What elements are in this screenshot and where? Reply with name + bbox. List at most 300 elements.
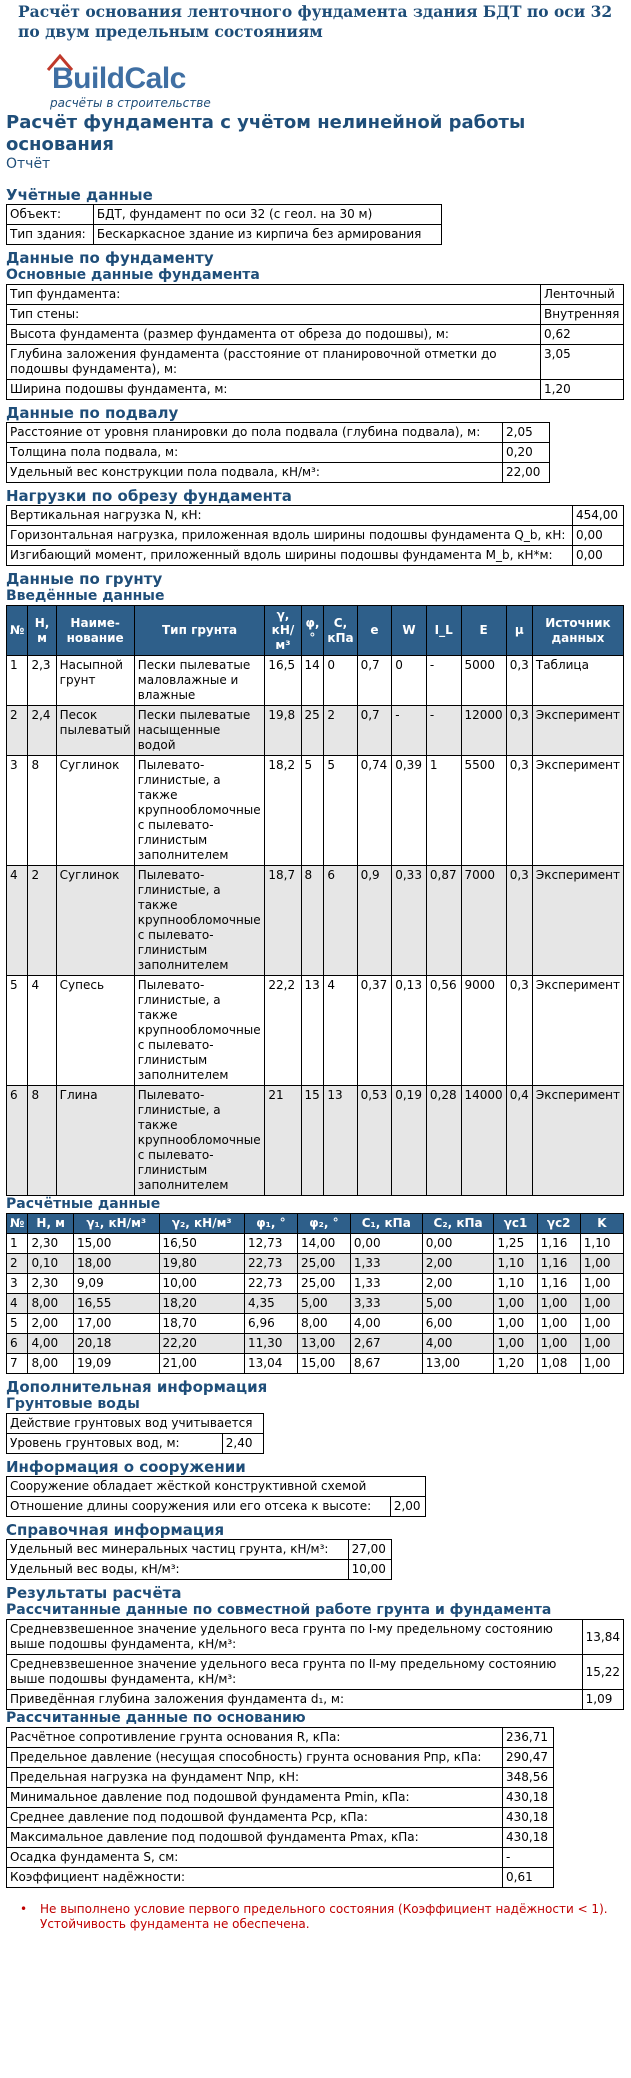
cell: 2,00 [422, 1254, 494, 1274]
col-header: γ₁, кН/м³ [73, 1214, 159, 1234]
cell: 11,30 [245, 1334, 298, 1354]
cell: 6,96 [245, 1314, 298, 1334]
col-header: e [357, 606, 392, 656]
cell: Супесь [56, 976, 134, 1086]
cell: 0,53 [357, 1086, 392, 1196]
cell: 1,00 [537, 1334, 580, 1354]
cell: 1,10 [494, 1254, 537, 1274]
cell: 22,73 [245, 1254, 298, 1274]
cell: 6 [7, 1334, 28, 1354]
cell: 0,00 [422, 1234, 494, 1254]
cell: 2,30 [28, 1274, 74, 1294]
cell: 12,73 [245, 1234, 298, 1254]
table-row [7, 1728, 554, 1748]
cell: Тип фундамента: [7, 285, 541, 305]
cell: 5 [7, 1314, 28, 1334]
cell: Внутренняя [541, 305, 624, 325]
cell: 5 [7, 976, 28, 1086]
cell: 6 [324, 866, 357, 976]
cell: Суглинок [56, 866, 134, 976]
cell: 13 [324, 1086, 357, 1196]
cell: 18,00 [73, 1254, 159, 1274]
table-row [7, 345, 624, 380]
cell: Уровень грунтовых вод, м: [7, 1434, 223, 1454]
table-row [7, 506, 624, 526]
table-row [7, 325, 624, 345]
cell: 19,09 [73, 1354, 159, 1374]
col-header: φ₂, ° [297, 1214, 350, 1234]
cell: 1,33 [350, 1254, 422, 1274]
groundwater-subheading: Грунтовые воды [6, 1396, 140, 1412]
cell: Эксперимент [532, 1086, 623, 1196]
cell: 19,8 [265, 706, 301, 756]
document-title: Расчёт основания ленточного фундамента здания БДТ по оси 32 по двум предельным состояниям [18, 2, 613, 41]
basement-table [6, 422, 550, 483]
cell: Суглинок [56, 756, 134, 866]
cell: 0,3 [506, 656, 532, 706]
cell: 10,00 [159, 1274, 245, 1294]
cell: Минимальное давление под подошвой фундамента Pmin, кПа: [7, 1788, 503, 1808]
cell: Глубина заложения фундамента (расстояние от планировочной отметки до подошвы фундамента), м: [7, 345, 541, 380]
logo-tagline: расчёты в строительстве [50, 96, 211, 110]
cell: 9,09 [73, 1274, 159, 1294]
table-row [7, 1788, 554, 1808]
cell: Изгибающий момент, приложенный вдоль ширины подошвы фундамента M_b, кН*м: [7, 546, 573, 566]
cell: 4,00 [28, 1334, 74, 1354]
cell: 1,00 [580, 1354, 623, 1374]
cell: 0,37 [357, 976, 392, 1086]
cell: 25,00 [297, 1274, 350, 1294]
basement-heading: Данные по подвалу [6, 404, 179, 422]
table-row [7, 1828, 554, 1848]
table-row [7, 1868, 554, 1888]
table-row [7, 1274, 624, 1294]
cell: Среднее давление под подошвой фундамента Pср, кПа: [7, 1808, 503, 1828]
logo-name: BuildCalc [52, 62, 186, 95]
table-row [7, 1254, 624, 1274]
cell: 430,18 [503, 1788, 554, 1808]
cell: 0,62 [541, 325, 624, 345]
col-header: W [392, 606, 427, 656]
cell: Сооружение обладает жёсткой конструктивной схемой [7, 1477, 426, 1497]
cell: 0,3 [506, 756, 532, 866]
cell: 0,10 [28, 1254, 74, 1274]
soil-heading: Данные по грунту [6, 570, 163, 588]
cell: 13,00 [297, 1334, 350, 1354]
cell: 5500 [461, 756, 506, 866]
cell: Высота фундамента (размер фундамента от обреза до подошвы), м: [7, 325, 541, 345]
cell: Пылевато-глинистые, а также крупнообломочные с пылевато-глинистым заполнителем [134, 866, 265, 976]
cell: Расстояние от уровня планировки до пола подвала (глубина подвала), м: [7, 423, 503, 443]
structure-table [6, 1476, 426, 1517]
main-title: Расчёт фундамента с учётом нелинейной работы основания [6, 112, 526, 155]
soil-input-subheading: Введённые данные [6, 588, 165, 604]
joint-table [6, 1619, 624, 1710]
col-header: C, кПа [324, 606, 357, 656]
cell: 14,00 [297, 1234, 350, 1254]
cell: 16,50 [159, 1234, 245, 1254]
cell: 1,00 [580, 1254, 623, 1274]
cell: 0,39 [392, 756, 427, 866]
col-header: Источник данных [532, 606, 623, 656]
cell: 1,08 [537, 1354, 580, 1374]
cell: 13,84 [582, 1620, 623, 1655]
cell: Коэффициент надёжности: [7, 1868, 503, 1888]
table-row [7, 1690, 624, 1710]
cell: 22,00 [503, 463, 550, 483]
cell: 1,00 [580, 1314, 623, 1334]
cell: 8 [28, 1086, 56, 1196]
cell: 4,35 [245, 1294, 298, 1314]
col-header: φ₁, ° [245, 1214, 298, 1234]
cell: 0,33 [392, 866, 427, 976]
groundwater-table [6, 1413, 264, 1454]
cell: 0,7 [357, 656, 392, 706]
col-header: Наиме-нование [56, 606, 134, 656]
cell: 0,61 [503, 1868, 554, 1888]
cell: 5 [301, 756, 324, 866]
cell: 8 [28, 756, 56, 866]
table-row [7, 423, 550, 443]
cell: 1 [7, 1234, 28, 1254]
cell: 3 [7, 1274, 28, 1294]
cell: 16,55 [73, 1294, 159, 1314]
col-header: K [580, 1214, 623, 1234]
cell: 2,00 [390, 1497, 425, 1517]
cell: 2 [28, 866, 56, 976]
cell: 1,10 [494, 1274, 537, 1294]
table-row [7, 1497, 426, 1517]
col-header: I_L [426, 606, 461, 656]
cell: 2,40 [222, 1434, 263, 1454]
cell: Расчётное сопротивление грунта основания R, кПа: [7, 1728, 503, 1748]
table-header-row [7, 606, 624, 656]
table-row [7, 976, 624, 1086]
cell: Максимальное давление под подошвой фундамента Pmax, кПа: [7, 1828, 503, 1848]
cell: Тип стены: [7, 305, 541, 325]
cell: Средневзвешенное значение удельного веса грунта по II-му предельному состоянию выше подошвы фундамента, кН/м³: [7, 1655, 583, 1690]
cell: 3,33 [350, 1294, 422, 1314]
table-row [7, 1620, 624, 1655]
structure-heading: Информация о сооружении [6, 1458, 246, 1476]
cell: Эксперимент [532, 706, 623, 756]
cell: 2,30 [28, 1234, 74, 1254]
cell: Пылевато-глинистые, а также крупнообломочные с пылевато-глинистым заполнителем [134, 756, 265, 866]
cell: 13,00 [422, 1354, 494, 1374]
col-header: φ, ° [301, 606, 324, 656]
table-row [7, 1768, 554, 1788]
table-row [7, 1314, 624, 1334]
cell: Действие грунтовых вод учитывается [7, 1414, 264, 1434]
cell: 8,00 [28, 1354, 74, 1374]
cell: 2 [7, 1254, 28, 1274]
col-header: γc2 [537, 1214, 580, 1234]
cell: 0,9 [357, 866, 392, 976]
cell: - [426, 706, 461, 756]
table-row [7, 463, 550, 483]
cell: Удельный вес минеральных частиц грунта, кН/м³: [7, 1540, 349, 1560]
cell: Ленточный [541, 285, 624, 305]
table-row [7, 285, 624, 305]
cell: 5,00 [422, 1294, 494, 1314]
reference-table [6, 1539, 392, 1580]
cell: 3 [7, 756, 28, 866]
cell: 1 [7, 656, 28, 706]
cell: 2,00 [28, 1314, 74, 1334]
table-row [7, 1294, 624, 1314]
cell: Пылевато-глинистые, а также крупнообломочные с пылевато-глинистым заполнителем [134, 1086, 265, 1196]
failure-note [20, 1902, 627, 1932]
cell: 25 [301, 706, 324, 756]
cell: 348,56 [503, 1768, 554, 1788]
cell: 15 [301, 1086, 324, 1196]
cell: 18,20 [159, 1294, 245, 1314]
cell: - [503, 1848, 554, 1868]
cell: 5 [324, 756, 357, 866]
loads-heading: Нагрузки по обрезу фундамента [6, 487, 292, 505]
cell: 0,3 [506, 976, 532, 1086]
cell: Предельная нагрузка на фундамент Nпр, кН: [7, 1768, 503, 1788]
cell: 430,18 [503, 1808, 554, 1828]
cell: Таблица [532, 656, 623, 706]
table-row [7, 225, 442, 245]
col-header: E [461, 606, 506, 656]
cell: Приведённая глубина заложения фундамента d₁, м: [7, 1690, 583, 1710]
cell: 22,2 [265, 976, 301, 1086]
cell: 1,00 [580, 1274, 623, 1294]
cell: Эксперимент [532, 976, 623, 1086]
calc-subheading: Расчётные данные [6, 1196, 161, 1212]
cell: Тип здания: [7, 225, 94, 245]
additional-heading: Дополнительная информация [6, 1378, 268, 1396]
cell: 1,00 [537, 1314, 580, 1334]
cell: Песок пылеватый [56, 706, 134, 756]
cell: 22,73 [245, 1274, 298, 1294]
cell: - [392, 706, 427, 756]
cell: 2,67 [350, 1334, 422, 1354]
foundation-table [6, 284, 624, 400]
cell: 10,00 [348, 1560, 391, 1580]
cell: Пески пылеватые насыщенные водой [134, 706, 265, 756]
cell: Пески пылеватые маловлажные и влажные [134, 656, 265, 706]
buildcalc-logo [44, 52, 627, 108]
cell: 1,00 [580, 1334, 623, 1354]
cell: - [426, 656, 461, 706]
note-text: Не выполнено условие первого предельного состояния (Коэффициент надёжности < 1). Устойчивость фундамента не обеспечена. [40, 1902, 608, 1931]
cell: Пылевато-глинистые, а также крупнообломочные с пылевато-глинистым заполнителем [134, 976, 265, 1086]
cell: 1,16 [537, 1274, 580, 1294]
cell: 1,25 [494, 1234, 537, 1254]
cell: 430,18 [503, 1828, 554, 1848]
cell: 22,20 [159, 1334, 245, 1354]
table-row [7, 866, 624, 976]
cell: 1,00 [537, 1294, 580, 1314]
table-row [7, 1477, 426, 1497]
cell: 1,20 [494, 1354, 537, 1374]
results-heading: Результаты расчёта [6, 1584, 182, 1602]
cell: 3,05 [541, 345, 624, 380]
cell: 2,3 [28, 656, 56, 706]
report-label: Отчёт [6, 156, 51, 172]
base-table [6, 1727, 554, 1888]
col-header: C₂, кПа [422, 1214, 494, 1234]
cell: 4 [7, 1294, 28, 1314]
cell: 8 [301, 866, 324, 976]
cell: 2,05 [503, 423, 550, 443]
cell: 7000 [461, 866, 506, 976]
cell: 0,7 [357, 706, 392, 756]
cell: 8,67 [350, 1354, 422, 1374]
cell: 0,00 [350, 1234, 422, 1254]
cell: 1,16 [537, 1254, 580, 1274]
table-row [7, 443, 550, 463]
table-row [7, 1234, 624, 1254]
table-header-row [7, 1214, 624, 1234]
cell: 1,00 [494, 1334, 537, 1354]
cell: 1 [426, 756, 461, 866]
cell: 9000 [461, 976, 506, 1086]
cell: 0,13 [392, 976, 427, 1086]
account-heading: Учётные данные [6, 186, 153, 204]
table-row [7, 1560, 392, 1580]
cell: 1,00 [494, 1294, 537, 1314]
cell: 25,00 [297, 1254, 350, 1274]
cell: Насыпной грунт [56, 656, 134, 706]
cell: 0 [324, 656, 357, 706]
cell: 0,28 [426, 1086, 461, 1196]
cell: 15,00 [297, 1354, 350, 1374]
joint-subheading: Рассчитанные данные по совместной работе грунта и фундамента [6, 1602, 552, 1618]
cell: 15,00 [73, 1234, 159, 1254]
table-row [7, 1354, 624, 1374]
cell: 0,20 [503, 443, 550, 463]
col-header: γc1 [494, 1214, 537, 1234]
cell: 19,80 [159, 1254, 245, 1274]
cell: 17,00 [73, 1314, 159, 1334]
cell: 0,00 [573, 546, 624, 566]
cell: 1,09 [582, 1690, 623, 1710]
cell: 1,00 [494, 1314, 537, 1334]
loads-table [6, 505, 624, 566]
cell: БДТ, фундамент по оси 32 (с геол. на 30 м) [93, 205, 441, 225]
cell: 21,00 [159, 1354, 245, 1374]
cell: 0 [392, 656, 427, 706]
cell: 1,16 [537, 1234, 580, 1254]
col-header: C₁, кПа [350, 1214, 422, 1234]
cell: Осадка фундамента S, см: [7, 1848, 503, 1868]
cell: 0,56 [426, 976, 461, 1086]
col-header: Тип грунта [134, 606, 265, 656]
cell: 1,00 [580, 1294, 623, 1314]
cell: 5,00 [297, 1294, 350, 1314]
bullet-icon: • [20, 1902, 28, 1916]
cell: Толщина пола подвала, м: [7, 443, 503, 463]
cell: 0,3 [506, 706, 532, 756]
table-row [7, 380, 624, 400]
cell: 236,71 [503, 1728, 554, 1748]
cell: 1,10 [580, 1234, 623, 1254]
table-row [7, 1086, 624, 1196]
cell: 1,33 [350, 1274, 422, 1294]
cell: 0,3 [506, 866, 532, 976]
cell: 0,4 [506, 1086, 532, 1196]
cell: Средневзвешенное значение удельного веса грунта по I-му предельному состоянию выше подошвы фундамента, кН/м³: [7, 1620, 583, 1655]
cell: 454,00 [573, 506, 624, 526]
cell: 290,47 [503, 1748, 554, 1768]
cell: 14000 [461, 1086, 506, 1196]
cell: 4 [28, 976, 56, 1086]
cell: 20,18 [73, 1334, 159, 1354]
cell: 12000 [461, 706, 506, 756]
table-row [7, 1748, 554, 1768]
col-header: № [7, 1214, 28, 1234]
table-row [7, 1808, 554, 1828]
cell: Ширина подошвы фундамента, м: [7, 380, 541, 400]
cell: 0,87 [426, 866, 461, 976]
col-header: H, м [28, 606, 56, 656]
table-row [7, 1334, 624, 1354]
cell: 0,19 [392, 1086, 427, 1196]
cell: 0,00 [573, 526, 624, 546]
table-row [7, 706, 624, 756]
reference-heading: Справочная информация [6, 1521, 225, 1539]
cell: Объект: [7, 205, 94, 225]
cell: Бескаркасное здание из кирпича без армирования [93, 225, 441, 245]
cell: Эксперимент [532, 866, 623, 976]
cell: Вертикальная нагрузка N, кН: [7, 506, 573, 526]
table-row [7, 526, 624, 546]
cell: Удельный вес воды, кН/м³: [7, 1560, 349, 1580]
foundation-heading: Данные по фундаменту [6, 249, 214, 267]
table-row [7, 1655, 624, 1690]
cell: Горизонтальная нагрузка, приложенная вдоль ширины подошвы фундамента Q_b, кН: [7, 526, 573, 546]
col-header: γ, кН/м³ [265, 606, 301, 656]
cell: 8,00 [28, 1294, 74, 1314]
foundation-subheading: Основные данные фундамента [6, 267, 260, 283]
cell: 16,5 [265, 656, 301, 706]
cell: 4 [324, 976, 357, 1086]
cell: 2,00 [422, 1274, 494, 1294]
cell: 5000 [461, 656, 506, 706]
col-header: H, м [28, 1214, 74, 1234]
cell: 21 [265, 1086, 301, 1196]
cell: 6,00 [422, 1314, 494, 1334]
col-header: № [7, 606, 28, 656]
cell: 7 [7, 1354, 28, 1374]
table-row [7, 205, 442, 225]
col-header: γ₂, кН/м³ [159, 1214, 245, 1234]
soil-input-table [6, 605, 624, 1196]
cell: 4,00 [422, 1334, 494, 1354]
cell: Предельное давление (несущая способность) грунта основания Pпр, кПа: [7, 1748, 503, 1768]
cell: Удельный вес конструкции пола подвала, кН/м³: [7, 463, 503, 483]
table-row [7, 546, 624, 566]
cell: 4,00 [350, 1314, 422, 1334]
soil-calc-table [6, 1213, 624, 1374]
col-header: μ [506, 606, 532, 656]
cell: 2,4 [28, 706, 56, 756]
cell: 2 [324, 706, 357, 756]
account-table [6, 204, 442, 245]
table-row [7, 1540, 392, 1560]
cell: 8,00 [297, 1314, 350, 1334]
cell: 18,2 [265, 756, 301, 866]
cell: Эксперимент [532, 756, 623, 866]
cell: 18,7 [265, 866, 301, 976]
table-row [7, 1414, 264, 1434]
cell: 13 [301, 976, 324, 1086]
cell: Глина [56, 1086, 134, 1196]
